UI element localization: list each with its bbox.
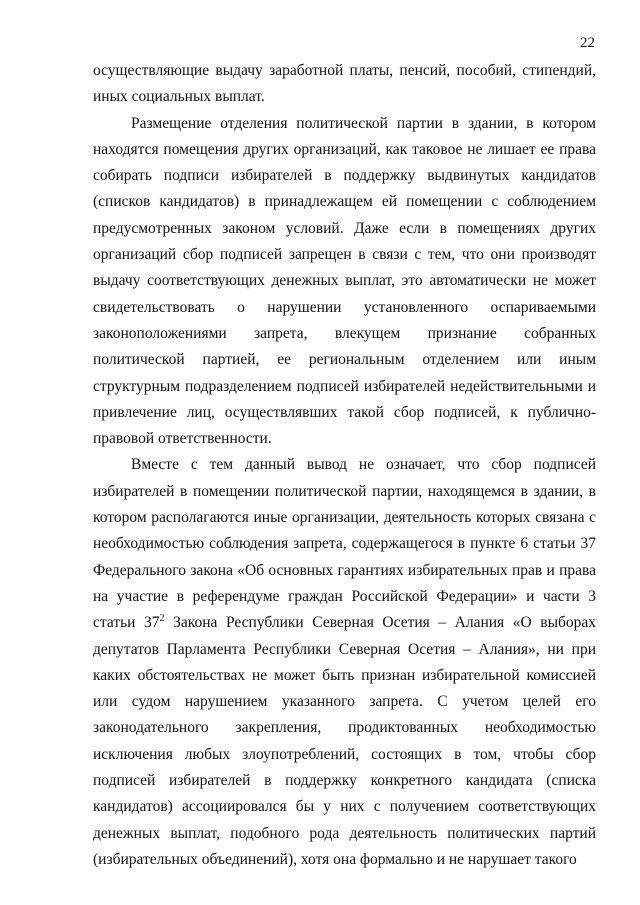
paragraph-placement: Размещение отделения политической партии в здании, в котором находятся помещения других организаций, как таковое не лишает ее права собирать подписи избирателей в поддержку выдвинутых кандидатов (списков кандидатов) в принадлежащем ей помещении с соблюдением предусмотренных законом условий. Даже если в помещениях других организаций сбор подписей запрещен в связи с тем, что они производят выдачу соответствующих денежных выплат, это автоматически не может свидетельствовать о нарушении установленного оспариваемыми законоположениями запрета, влекущем признание собранных политической партией, ее региональным отделением или иным структурным подразделением подписей избирателей недействительными и привлечение лиц, осуществлявших такой сбор подписей, к публично-правовой ответственности. bbox=[93, 114, 596, 448]
paragraph-text-before-superscript: Вместе с тем данный вывод не означает, что сбор подписей избирателей в помещении политической партии, находящемся в здании, в котором располагаются иные организации, деятельность которых связана с необходимостью соблюдения запрета, содержащегося в пункте 6 статьи 37 Федерального закона «Об основных гарантиях избирательных прав и права на участие в референдуме граждан Российской Федерации» и части 3 статьи 37 bbox=[93, 456, 596, 632]
paragraph-text-after-superscript: Закона Республики Северная Осетия – Алания «О выборах депутатов Парламента Республики Северная Осетия – Алания», ни при каких обстоятельствах не может быть признан избирательной комиссией или судом нарушением указанного запрета. С учетом целей его законодательного закрепления, продиктованных необходимостью исключения любых злоупотреблений, состоящих в том, чтобы сбор подписей избирателей в поддержку конкретного кандидата (списка кандидатов) ассоциировался бы у них с получением соответствующих денежных выплат, подобного рода деятельность политических партий (избирательных объединений), хотя она формально и не нарушает такого bbox=[93, 614, 596, 868]
paragraph-conclusion bbox=[93, 452, 596, 873]
page-number: 22 bbox=[580, 35, 595, 51]
article-superscript: 2 bbox=[159, 613, 165, 625]
paragraph-continuation: осуществляющие выдачу заработной платы, пенсий, пособий, стипендий, иных социальных выплат. bbox=[93, 62, 596, 106]
body-text bbox=[93, 58, 596, 873]
